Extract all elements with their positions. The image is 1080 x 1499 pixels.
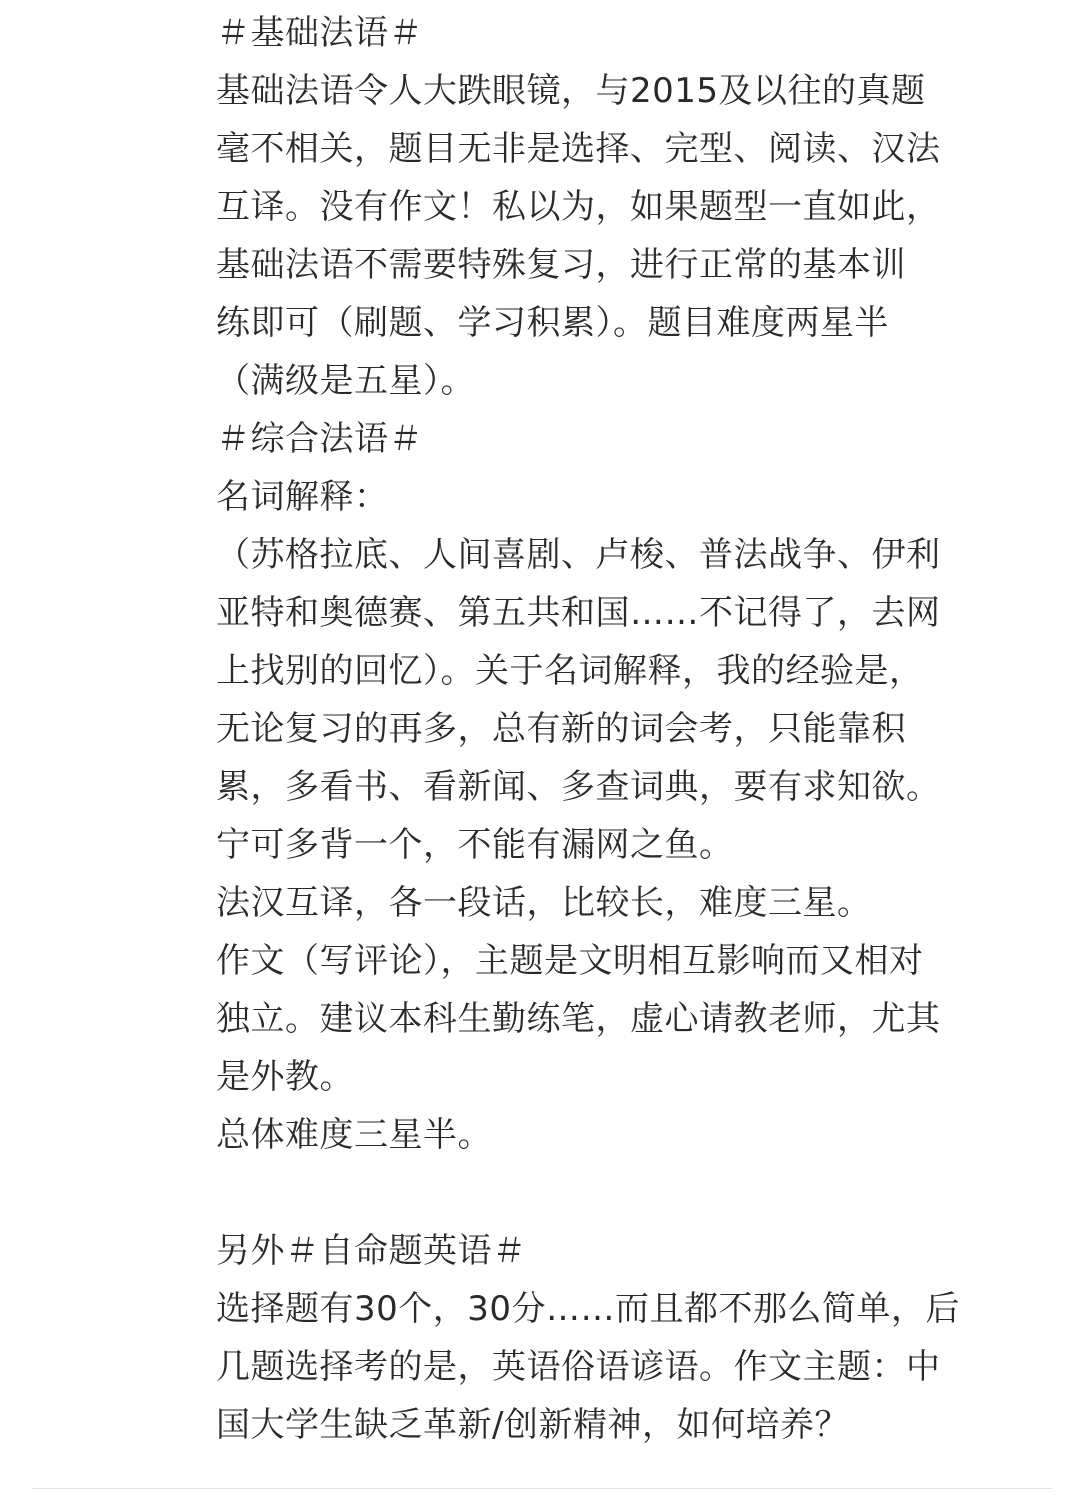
paragraph-line: 宁可多背一个，不能有漏网之鱼。 [216,825,734,865]
paragraph-line: 国大学生缺乏革新/创新精神，如何培养？ [216,1405,849,1445]
paragraph-line: 上找别的回忆）。关于名词解释，我的经验是， [216,651,924,691]
paragraph-line: 几题选择考的是，英语俗语谚语。作文主题：中 [216,1347,941,1387]
paragraph-line: 基础法语不需要特殊复习，进行正常的基本训 [216,245,906,285]
paragraph-line: 亚特和奥德赛、第五共和国……不记得了，去网 [216,593,941,633]
paragraph-line: 是外教。 [216,1057,354,1097]
paragraph-line: 总体难度三星半。 [216,1115,492,1155]
paragraph-line: 毫不相关，题目无非是选择、完型、阅读、汉法 [216,129,941,169]
paragraph-line: 无论复习的再多，总有新的词会考，只能靠积 [216,709,906,749]
paragraph-line: （满级是五星）。 [216,361,475,401]
paragraph-line: 作文（写评论），主题是文明相互影响而又相对 [216,941,924,981]
post-body [216,4,1056,1454]
paragraph-line: 练即可（刷题、学习积累）。题目难度两星半 [216,303,889,343]
paragraph-line: 选择题有30个，30分……而且都不那么简单，后 [216,1289,961,1329]
paragraph-line: 互译。没有作文！私以为，如果题型一直如此， [216,187,941,227]
blank-line [216,1164,1056,1222]
section-heading: ＃基础法语＃ [216,13,423,53]
paragraph-line: 法汉互译，各一段话，比较长，难度三星。 [216,883,872,923]
paragraph-line: 独立。建议本科生勤练笔，虚心请教老师，尤其 [216,999,941,1039]
bottom-divider [32,1488,1052,1489]
paragraph-line: 名词解释： [216,477,389,517]
section-heading: ＃综合法语＃ [216,419,423,459]
paragraph-line: （苏格拉底、人间喜剧、卢梭、普法战争、伊利 [216,535,941,575]
paragraph-line: 基础法语令人大跌眼镜，与2015及以往的真题 [216,71,926,111]
paragraph-line: 累，多看书、看新闻、多查词典，要有求知欲。 [216,767,941,807]
section-heading: 另外＃自命题英语＃ [216,1231,527,1271]
